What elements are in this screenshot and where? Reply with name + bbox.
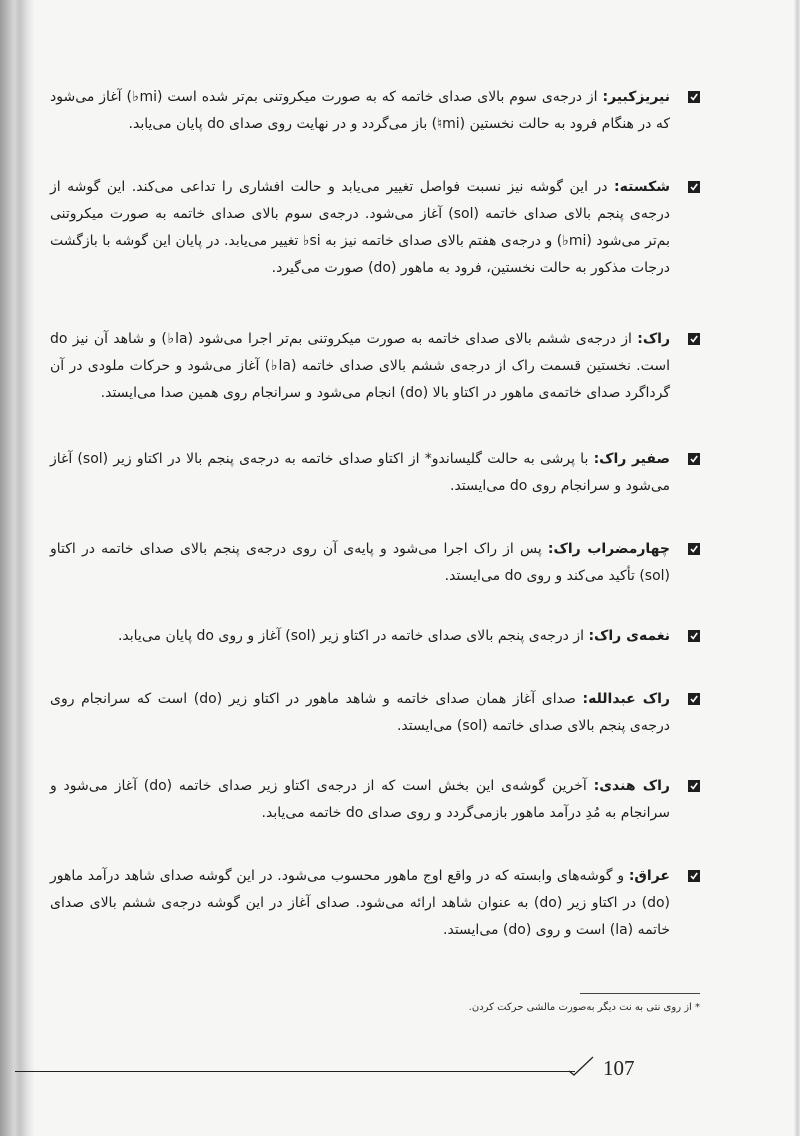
entry-term: راک:: [637, 331, 671, 347]
entry-text: پس از راک اجرا می‌شود و پایه‌ی آن روی درجه‌ی پنجم بالای صدای خاتمه در اکتاو (sol) تأکید می‌کند و روی do می‌ایستد.: [50, 541, 670, 584]
entry-term: نیریزکبیر:: [602, 89, 670, 105]
entry-chaharmezrab-rak: [50, 536, 700, 590]
entry-rak-hendi: [50, 773, 700, 827]
book-binding-edge: [0, 0, 34, 1136]
entry-rak-abdollah: [50, 686, 700, 740]
entry-neyriz-kabir: [50, 84, 700, 138]
entry-text: آخرین گوشه‌ی این بخش است که از درجه‌ی اکتاو زیر صدای خاتمه (do) آغاز می‌شود و سرانجام به مُدِ درآمد ماهور بازمی‌گردد و روی صدای do خاتمه می‌یابد.: [50, 778, 670, 821]
entry-term: صفیر راک:: [593, 451, 671, 467]
page-footer-rule: [15, 1071, 575, 1072]
entry-rak: [50, 326, 700, 407]
checkbox-checked-icon: [688, 91, 700, 103]
entry-text: از درجه‌ی سوم بالای صدای خاتمه که به صورت میکروتنی بم‌تر شده است (mi♭) آغاز می‌شود که در هنگام فرود به حالت نخستین (mi♮) باز می‌گردد و در نهایت روی صدای do پایان می‌یابد.: [50, 89, 670, 132]
checkbox-checked-icon: [688, 333, 700, 345]
page-number: 107: [603, 1056, 635, 1080]
checkbox-checked-icon: [688, 870, 700, 882]
entry-text: از درجه‌ی ششم بالای صدای خاتمه به صورت میکروتنی بم‌تر اجرا می‌شود (la♭) و شاهد آن نیز do است. نخستین قسمت راک از درجه‌ی ششم بالای صدای خاتمه (la♭) آغاز می‌شود و حرکات ملودی در آن گرداگرد صدای خاتمه‌ی ماهور در اکتاو بالا (do) انجام می‌شود و سرانجام روی همین صدا می‌ایستد.: [50, 331, 671, 401]
entry-shekasteh: [50, 174, 700, 282]
footnote: * از روی نتی به نت دیگر به‌صورت مالشی حرکت کردن.: [468, 1002, 700, 1013]
entry-term: راک عبدالله:: [582, 691, 670, 707]
entry-safir-rak: [50, 446, 700, 500]
entry-term: عراق:: [628, 868, 670, 884]
entry-text: صدای آغاز همان صدای خاتمه و شاهد ماهور در اکتاو زیر (do) است که سرانجام روی درجه‌ی پنجم بالای صدای خاتمه (sol) می‌ایستد.: [50, 691, 670, 734]
entry-term: نغمه‌ی راک:: [588, 628, 670, 644]
check-mark-icon: [568, 1056, 594, 1076]
entry-naghmeh-rak: [50, 623, 700, 650]
book-page: [40, 0, 720, 1136]
entry-term: راک هندی:: [593, 778, 670, 794]
entry-term: شکسته:: [614, 179, 670, 195]
checkbox-checked-icon: [688, 780, 700, 792]
entry-text: از درجه‌ی پنجم بالای صدای خاتمه در اکتاو زیر (sol) آغاز و روی do پایان می‌یابد.: [117, 628, 584, 644]
entry-text: در این گوشه نیز نسبت فواصل تغییر می‌یابد و حالت افشاری را تداعی می‌کند. این گوشه از درجه‌ی پنجم بالای صدای خاتمه (sol) آغاز می‌شود. درجه‌ی سوم بالای صدای خاتمه به صورت میکروتنی بم‌تر می‌شود (mi♭) و درجه‌ی هفتم بالای صدای خاتمه نیز به si♭ تغییر می‌یابد. در پایان این گوشه با بازگشت درجات مذکور به حالت نخستین، فرود به ماهور (do) صورت می‌گیرد.: [50, 179, 670, 276]
checkbox-checked-icon: [688, 543, 700, 555]
entry-term: چهارمضراب راک:: [547, 541, 671, 557]
entry-text: و گوشه‌های وابسته که در واقع اوج ماهور محسوب می‌شود. در این گوشه صدای شاهد درآمد ماهور (do) در اکتاو زیر (do) به عنوان شاهد ارائه می‌شود. صدای آغاز در این گوشه درجه‌ی ششم بالای صدای خاتمه (la) است و روی (do) می‌ایستد.: [50, 868, 670, 938]
entry-text: با پرشی به حالت گلیساندو* از اکتاو صدای خاتمه به درجه‌ی پنجم بالا در اکتاو زیر (sol) آغاز می‌شود و سرانجام روی do می‌ایستد.: [50, 451, 670, 494]
checkbox-checked-icon: [688, 693, 700, 705]
checkbox-checked-icon: [688, 453, 700, 465]
footnote-divider: [580, 993, 700, 994]
entry-araq: [50, 863, 700, 944]
page-right-edge: [794, 0, 800, 1136]
checkbox-checked-icon: [688, 630, 700, 642]
checkbox-checked-icon: [688, 181, 700, 193]
